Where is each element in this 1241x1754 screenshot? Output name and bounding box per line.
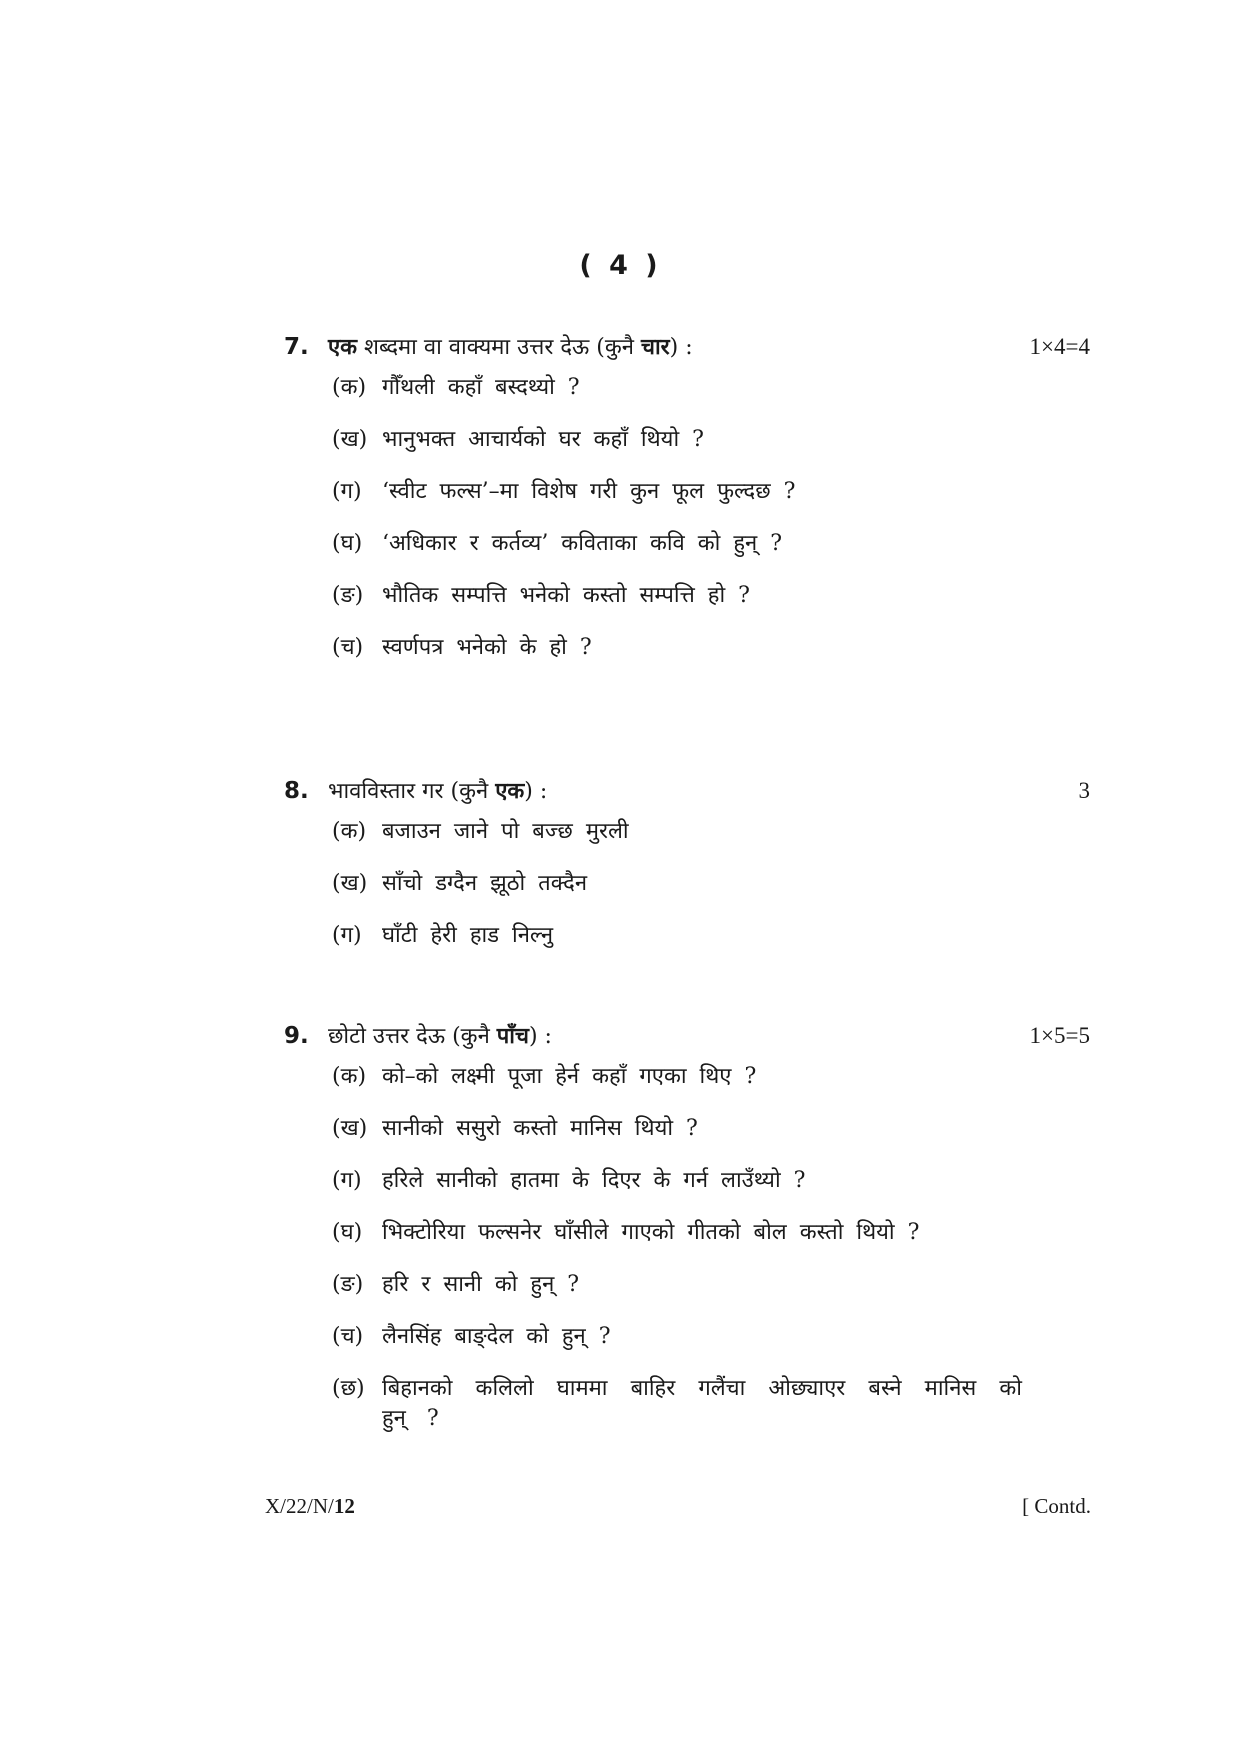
question-instruction: छोटो उत्तर देऊ (कुनै पाँच) : xyxy=(328,1023,552,1049)
question-9 xyxy=(284,1016,1090,1456)
sub-question-text: भिक्टोरिया फल्सनेर घाँसीले गाएको गीतको बोल कस्तो थियो ? xyxy=(382,1220,920,1245)
question-header xyxy=(284,771,1090,811)
question-instruction: भावविस्तार गर (कुनै एक) : xyxy=(328,778,548,804)
sub-question xyxy=(332,1322,1090,1352)
sub-question xyxy=(332,1218,1090,1248)
sub-question-label: (घ) xyxy=(332,531,363,556)
question-header xyxy=(284,327,1090,367)
sub-question-label: (ख) xyxy=(332,427,368,452)
sub-question-list xyxy=(332,1062,1090,1434)
question-7 xyxy=(284,327,1090,685)
sub-question-list xyxy=(332,373,1090,663)
sub-question-list xyxy=(332,817,1090,951)
sub-question xyxy=(332,425,1090,455)
sub-question-text: सानीको ससुरो कस्तो मानिस थियो ? xyxy=(382,1116,698,1141)
sub-question-label: (ग) xyxy=(332,1168,362,1193)
question-marks: 1×4=4 xyxy=(1029,334,1090,359)
sub-question-text: बजाउन जाने पो बज्छ मुरली xyxy=(382,819,629,844)
sub-question xyxy=(332,529,1090,559)
sub-question-text: ‘स्वीट फल्स’–मा विशेष गरी कुन फूल फुल्दछ ? xyxy=(382,479,796,504)
sub-question-label: (ग) xyxy=(332,923,362,948)
sub-question-text: को–को लक्ष्मी पूजा हेर्न कहाँ गएका थिए ? xyxy=(382,1064,757,1089)
sub-question-text: ‘अधिकार र कर्तव्य’ कविताका कवि को हुन् ? xyxy=(382,531,783,556)
sub-question xyxy=(332,869,1090,899)
sub-question xyxy=(332,477,1090,507)
sub-question-text: भौतिक सम्पत्ति भनेको कस्तो सम्पत्ति हो ? xyxy=(382,583,750,608)
sub-question-label: (घ) xyxy=(332,1220,363,1245)
sub-question-label: (च) xyxy=(332,635,364,660)
sub-question-label: (ग) xyxy=(332,479,362,504)
question-marks: 3 xyxy=(1078,778,1090,803)
sub-question-label: (क) xyxy=(332,375,367,400)
question-number: 9. xyxy=(284,1023,309,1049)
paper-code: X/22/N/12 xyxy=(265,1494,355,1518)
question-marks: 1×5=5 xyxy=(1029,1023,1090,1048)
sub-question-text: स्वर्णपत्र भनेको के हो ? xyxy=(382,635,592,660)
sub-question-label: (च) xyxy=(332,1324,364,1349)
sub-question-label: (ङ) xyxy=(332,1272,364,1297)
sub-question-label: (छ) xyxy=(332,1376,365,1401)
page-number: ( 4 ) xyxy=(579,250,662,281)
sub-question xyxy=(332,1166,1090,1196)
sub-question xyxy=(332,921,1090,951)
sub-question-text: बिहानको कलिलो घाममा बाहिर गलैंचा ओछ्याएर बस्ने मानिस को हुन् ? xyxy=(382,1376,1022,1431)
question-header xyxy=(284,1016,1090,1056)
sub-question-text: हरि र सानी को हुन् ? xyxy=(382,1272,580,1297)
sub-question-text: घाँटी हेरी हाड निल्नु xyxy=(382,923,554,948)
sub-question xyxy=(332,1374,1090,1434)
sub-question xyxy=(332,581,1090,611)
continued-marker: [ Contd. xyxy=(1022,1494,1091,1518)
sub-question xyxy=(332,817,1090,847)
sub-question-label: (ख) xyxy=(332,1116,368,1141)
sub-question-text: भानुभक्त आचार्यको घर कहाँ थियो ? xyxy=(382,427,704,452)
sub-question xyxy=(332,633,1090,663)
sub-question xyxy=(332,373,1090,403)
sub-question-label: (क) xyxy=(332,819,367,844)
sub-question-text: लैनसिंह बाङ्देल को हुन् ? xyxy=(382,1324,611,1349)
sub-question-text: साँचो डग्दैन झूठो तक्दैन xyxy=(382,871,588,896)
sub-question-text: गौँथली कहाँ बस्दथ्यो ? xyxy=(382,375,580,400)
question-number: 7. xyxy=(284,334,309,360)
sub-question-label: (ख) xyxy=(332,871,368,896)
sub-question xyxy=(332,1062,1090,1092)
sub-question-text: हरिले सानीको हातमा के दिएर के गर्न लाउँथ्यो ? xyxy=(382,1168,806,1193)
sub-question-label: (ङ) xyxy=(332,583,364,608)
sub-question-label: (क) xyxy=(332,1064,367,1089)
question-instruction: एक शब्दमा वा वाक्यमा उत्तर देऊ (कुनै चार) : xyxy=(328,334,693,360)
sub-question xyxy=(332,1114,1090,1144)
question-8 xyxy=(284,771,1090,973)
sub-question xyxy=(332,1270,1090,1300)
question-number: 8. xyxy=(284,778,309,804)
